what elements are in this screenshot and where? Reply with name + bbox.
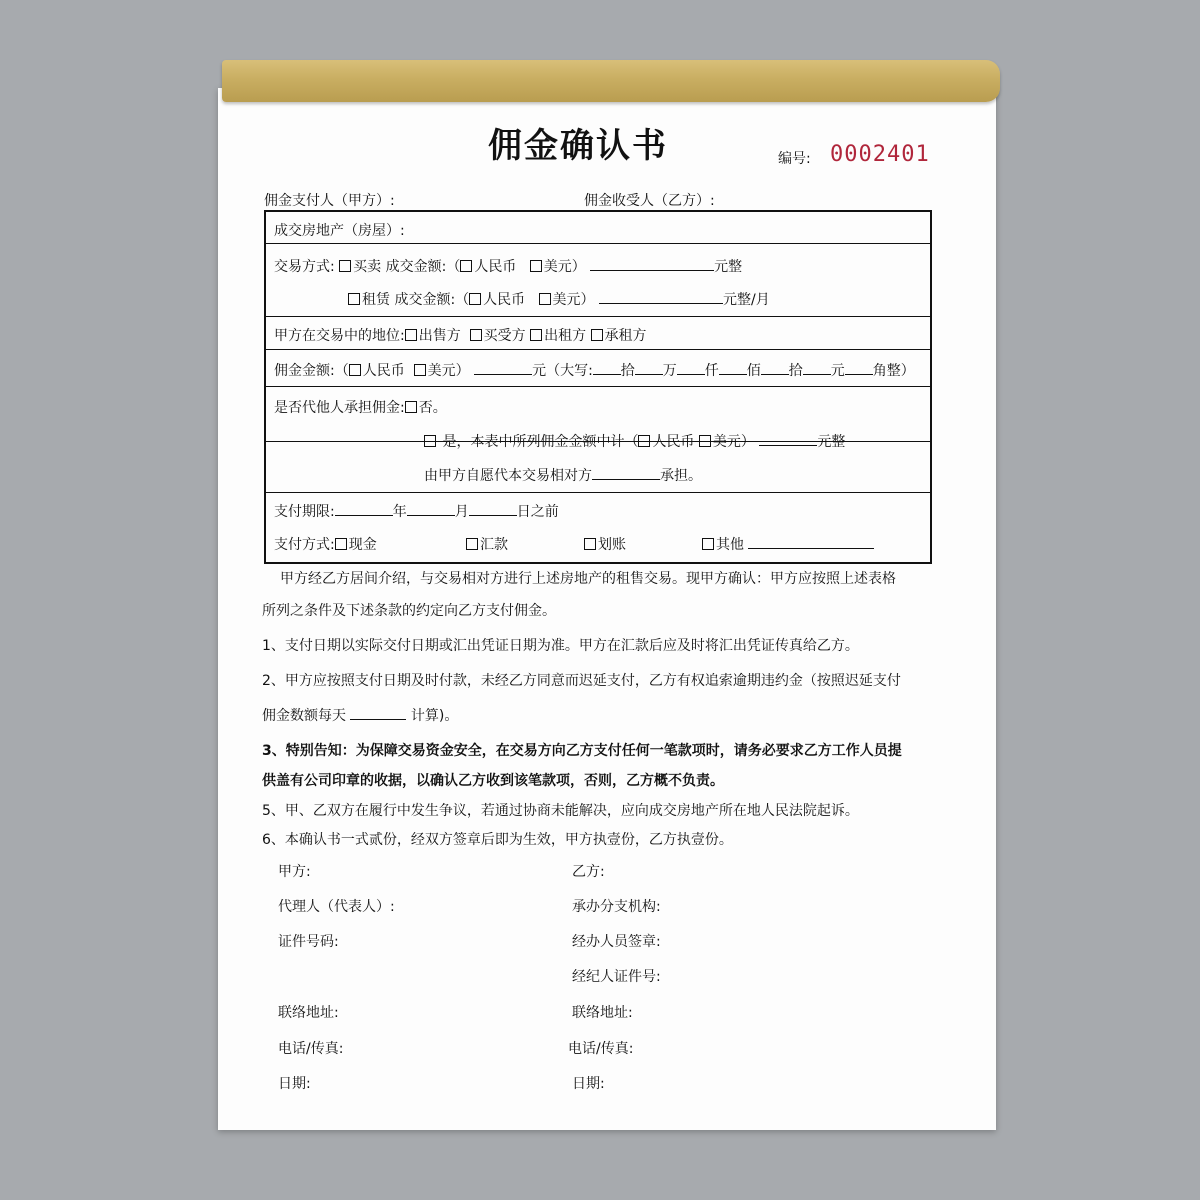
serial-label: 编号: [778,151,811,167]
position-label: 甲方在交易中的地位: [274,328,405,344]
daxie-field[interactable] [761,360,789,375]
sig-phone-a: 电话/传真: [278,1041,344,1057]
proxy-no-checkbox[interactable] [405,401,417,413]
sig-branch: 承办分支机构: [572,899,661,915]
transfer-checkbox[interactable] [584,538,596,550]
deadline-day-field[interactable] [469,501,517,516]
trade-row-lease [348,289,770,309]
serial-number: 0002401 [830,142,930,167]
row-divider [266,492,930,493]
clause-2-line-2 [262,705,458,725]
lease-usd-label: 美元） [552,292,595,308]
daxie-field[interactable] [803,360,831,375]
lease-rmb-label: 人民币 [483,292,526,308]
clause-2-line-1: 2、甲方应按照支付日期及时付款，未经乙方同意而迟延支付，乙方有权追索逾期违约金（按照迟延支付 [262,673,901,689]
intro-line-1: 甲方经乙方居间介绍，与交易相对方进行上述房地产的租售交易。现甲方确认：甲方应按照上述表格 [280,571,896,587]
other-option [702,534,874,554]
lessor-label: 出租方 [544,328,587,344]
trade-row-sale [274,256,742,276]
lease-unit: 元整/月 [722,292,770,308]
remit-label: 汇款 [480,537,508,553]
sig-address-a: 联络地址: [278,1005,339,1021]
sale-unit: 元整 [714,259,743,275]
sig-agent: 代理人（代表人）: [278,899,395,915]
clause-3-line-2: 供盖有公司印章的收据，以确认乙方收到该笔款项，否则，乙方概不负责。 [262,773,724,789]
deadline-month-field[interactable] [407,501,455,516]
sig-party-b: 乙方: [572,864,605,880]
commission-rmb-checkbox[interactable] [349,364,361,376]
sale-amount-label: 成交金额:（ [385,259,461,275]
daxie-field[interactable] [845,360,873,375]
deadline-month: 月 [454,504,469,520]
sale-rmb-label: 人民币 [474,259,517,275]
form-table [264,210,932,564]
proxy-yes-row [424,431,845,451]
commission-row [274,360,915,380]
unit-qian: 仟 [704,363,719,379]
commission-usd-label: 美元） [427,363,470,379]
proxy-rmb-label: 人民币 [652,434,695,450]
daxie-field[interactable] [635,360,663,375]
buyer-checkbox[interactable] [470,329,482,341]
unit-jiao: 角整） [872,363,915,379]
deadline-year-field[interactable] [335,501,393,516]
commission-daxie-label: 元（大写: [532,363,593,379]
buyer-label: 买受方 [483,328,526,344]
deadline-year: 年 [392,504,407,520]
commission-amount-field[interactable] [474,360,532,375]
commission-label: 佣金金额:（ [274,363,349,379]
position-row [274,325,647,345]
proxy-usd-label: 美元） [712,434,755,450]
seller-label: 出售方 [418,328,461,344]
commission-rmb-label: 人民币 [362,363,405,379]
form-title: 佣金确认书 [488,126,668,166]
sale-rmb-checkbox[interactable] [460,260,472,272]
proxy-row [274,397,447,417]
unit-wan: 万 [662,363,677,379]
sig-date-a: 日期: [278,1076,311,1092]
daxie-field[interactable] [593,360,621,375]
lease-amount-label: 成交金额:（ [394,292,470,308]
deadline-day: 日之前 [516,504,559,520]
deadline-row [274,501,559,521]
unit-bai: 佰 [746,363,761,379]
unit-yuan: 元 [830,363,845,379]
proxy-yes-label: 是，本表中所列佣金金额中计（ [442,434,639,450]
proxy-yes-checkbox[interactable] [424,435,436,447]
daxie-field[interactable] [719,360,747,375]
other-checkbox[interactable] [702,538,714,550]
intro-line-2: 所列之条件及下述条款的约定向乙方支付佣金。 [262,603,556,619]
sig-phone-b: 电话/传真: [568,1041,634,1057]
lease-label: 租赁 [362,292,390,308]
remit-checkbox[interactable] [466,538,478,550]
buy-sell-label: 买卖 [353,259,382,275]
clause-6: 6、本确认书一式贰份，经双方签章后即为生效，甲方执壹份，乙方执壹份。 [262,832,733,848]
proxy-label: 是否代他人承担佣金: [274,400,405,416]
proxy-no-label: 否。 [418,400,447,416]
commission-usd-checkbox[interactable] [414,364,426,376]
sig-id-number: 证件号码: [278,934,339,950]
other-field[interactable] [748,534,874,549]
sale-amount-field[interactable] [590,256,714,271]
other-label: 其他 [716,537,744,553]
transfer-option [584,534,626,554]
proxy-amount-field[interactable] [759,431,817,446]
late-fee-rate-field[interactable] [350,705,406,720]
unit-shi-1: 拾 [620,363,635,379]
cash-checkbox[interactable] [335,538,347,550]
form-sheet [218,88,996,1130]
lessee-checkbox[interactable] [591,329,603,341]
clause-2-suffix: 计算)。 [410,708,459,724]
trade-label: 交易方式: [274,259,335,275]
proxy-counterparty-row [424,465,702,485]
sig-party-a: 甲方: [278,864,311,880]
seller-checkbox[interactable] [405,329,417,341]
proxy-usd-checkbox[interactable] [699,435,711,447]
sale-usd-checkbox[interactable] [530,260,542,272]
lessor-checkbox[interactable] [530,329,542,341]
proxy-counterparty-field[interactable] [592,465,660,480]
deadline-label: 支付期限: [274,504,335,520]
lease-amount-field[interactable] [599,289,723,304]
row-divider [266,349,930,350]
pad-binding-strip [222,60,1000,102]
clause-3-line-1: 3、特别告知：为保障交易资金安全，在交易方向乙方支付任何一笔款项时，请务必要求乙方工作人员提 [262,743,902,759]
sig-broker-id: 经纪人证件号: [572,969,661,985]
pay-method-label: 支付方式: [274,537,335,553]
buy-sell-checkbox[interactable] [339,260,351,272]
proxy-rmb-checkbox[interactable] [638,435,650,447]
proxy-counterparty-label: 由甲方自愿代本交易相对方 [424,468,592,484]
row-divider [266,316,930,317]
row-divider [266,243,930,244]
pay-method-row [274,534,377,554]
clause-1: 1、支付日期以实际交付日期或汇出凭证日期为准。甲方在汇款后应及时将汇出凭证传真给乙方。 [262,638,859,654]
sig-address-b: 联络地址: [572,1005,633,1021]
lease-checkbox[interactable] [348,293,360,305]
proxy-unit: 元整 [817,434,846,450]
transfer-label: 划账 [598,537,626,553]
remit-option [466,534,508,554]
proxy-bear-label: 承担。 [660,468,702,484]
cash-label: 现金 [348,537,377,553]
row-divider [266,386,930,387]
party-b-label: 佣金收受人（乙方）: [584,193,715,209]
unit-shi-2: 拾 [788,363,803,379]
property-label: 成交房地产（房屋）: [274,223,405,239]
party-a-label: 佣金支付人（甲方）: [264,193,395,209]
lease-rmb-checkbox[interactable] [469,293,481,305]
lessee-label: 承租方 [604,328,647,344]
clause-5: 5、甲、乙双方在履行中发生争议，若通过协商未能解决，应向成交房地产所在地人民法院起诉。 [262,803,859,819]
lease-usd-checkbox[interactable] [539,293,551,305]
sig-date-b: 日期: [572,1076,605,1092]
clause-2-prefix: 佣金数额每天 [262,708,346,724]
daxie-field[interactable] [677,360,705,375]
sale-usd-label: 美元） [543,259,586,275]
sig-handler: 经办人员签章: [572,934,661,950]
